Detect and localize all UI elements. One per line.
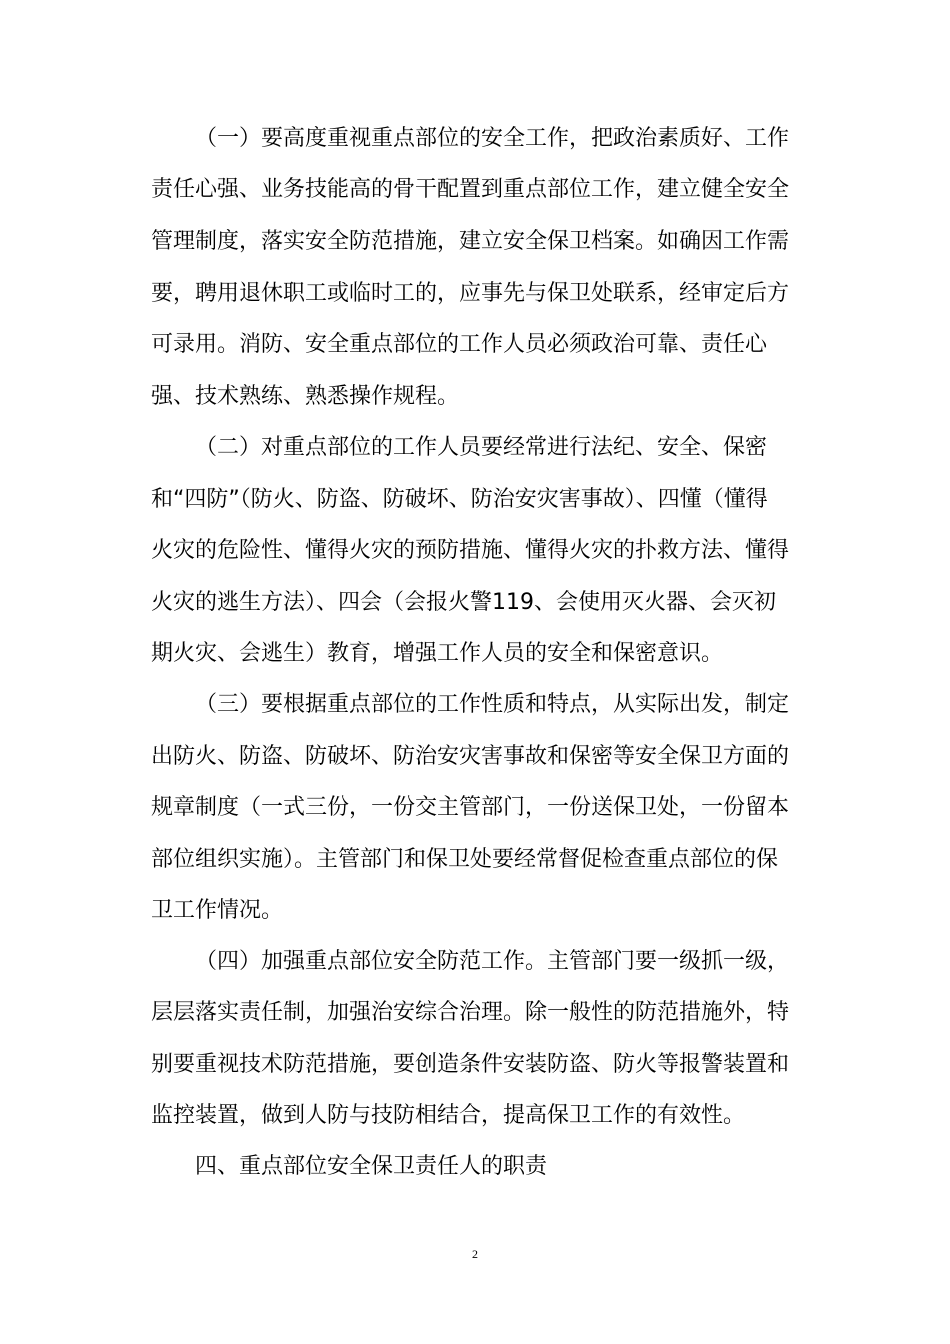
- paragraph-2-line-2: 和“四防”（防火、防盗、防破坏、防治安灾害事故）、四懂（懂得: [151, 487, 768, 512]
- paragraph-1-line-4: 要，聘用退休职工或临时工的，应事先与保卫处联系，经审定后方: [151, 281, 790, 306]
- paragraph-4-line-1: （四）加强重点部位安全防范工作。主管部门要一级抓一级，: [195, 949, 790, 974]
- page-number: 2: [472, 1247, 478, 1261]
- paragraph-2-line-3: 火灾的危险性、懂得火灾的预防措施、懂得火灾的扑救方法、懂得: [151, 538, 790, 563]
- section-heading: 四、重点部位安全保卫责任人的职责: [195, 1154, 548, 1179]
- paragraph-1-line-6: 强、技术熟练、熟悉操作规程。: [151, 384, 460, 409]
- paragraph-3-line-3: 规章制度（一式三份，一份交主管部门，一份送保卫处，一份留本: [151, 795, 790, 820]
- paragraph-3-line-2: 出防火、防盗、防破坏、防治安灾害事故和保密等安全保卫方面的: [151, 744, 790, 769]
- paragraph-2-line-4: 火灾的逃生方法）、四会（会报火警119、会使用灭火器、会灭初: [151, 590, 776, 615]
- paragraph-3-line-5: 卫工作情况。: [151, 898, 284, 923]
- paragraph-1-line-5: 可录用。消防、安全重点部位的工作人员必须政治可靠、责任心: [151, 332, 768, 357]
- paragraph-1-line-2: 责任心强、业务技能高的骨干配置到重点部位工作，建立健全安全: [151, 177, 790, 202]
- paragraph-2-line-5: 期火灾、会逃生）教育，增强工作人员的安全和保密意识。: [151, 641, 724, 666]
- paragraph-4-line-4: 监控装置，做到人防与技防相结合，提高保卫工作的有效性。: [151, 1103, 746, 1128]
- paragraph-2-line-1: （二）对重点部位的工作人员要经常进行法纪、安全、保密: [195, 435, 768, 460]
- paragraph-4-line-2: 层层落实责任制，加强治安综合治理。除一般性的防范措施外，特: [151, 1000, 790, 1025]
- paragraph-1-line-3: 管理制度，落实安全防范措施，建立安全保卫档案。如确因工作需: [151, 229, 790, 254]
- paragraph-3-line-4: 部位组织实施）。主管部门和保卫处要经常督促检查重点部位的保: [151, 847, 779, 872]
- paragraph-1-line-1: （一）要高度重视重点部位的安全工作，把政治素质好、工作: [195, 126, 790, 151]
- paragraph-3-line-1: （三）要根据重点部位的工作性质和特点，从实际出发，制定: [195, 692, 790, 717]
- paragraph-4-line-3: 别要重视技术防范措施，要创造条件安装防盗、防火等报警装置和: [151, 1052, 790, 1077]
